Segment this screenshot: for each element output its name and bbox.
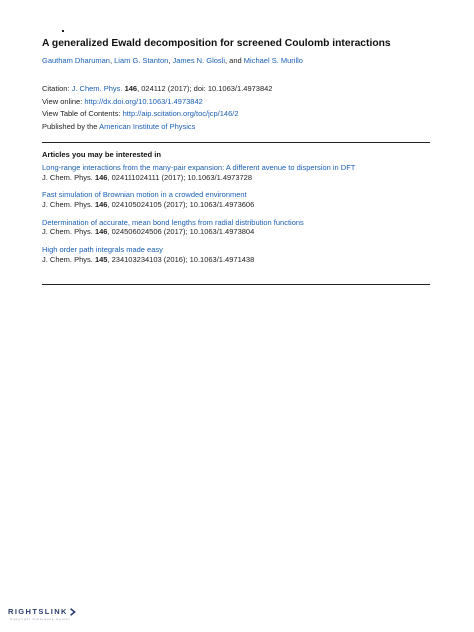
toc-link[interactable]: http://aip.scitation.org/toc/jcp/146/2 [122, 109, 239, 119]
related-articles-heading: Articles you may be interested in [42, 150, 162, 159]
citation-rest: , 024112 (2017); doi: 10.1063/1.4973842 [137, 84, 273, 93]
related-article-citation [42, 227, 442, 237]
citation-rest: , 024506024506 (2017); 10.1063/1.4973804 [107, 227, 255, 237]
journal-link[interactable]: J. Chem. Phys. [71, 84, 123, 93]
toc-line [42, 108, 272, 121]
author-link[interactable]: Liam G. Stanton [114, 56, 169, 65]
divider-bottom [42, 284, 430, 285]
citation-rest: , 024105024105 (2017); 10.1063/1.4973606 [107, 199, 255, 209]
related-article [42, 245, 442, 264]
citation-journal: J. Chem. Phys. [42, 227, 95, 237]
citation-rest: , 024111024111 (2017); 10.1063/1.4973728 [107, 172, 253, 182]
related-article-title-link[interactable]: Determination of accurate, mean bond lengths from radial distribution functions [42, 217, 304, 227]
citation-label: Citation: [42, 84, 72, 93]
citation-rest: , 234103234103 (2016); 10.1063/1.4971438 [107, 254, 255, 264]
rightslink-logo-text: RIGHTSLINK [8, 607, 68, 616]
arrow-icon [69, 608, 77, 616]
publisher-line [42, 121, 272, 134]
related-article-title-link[interactable]: High order path integrals made easy [42, 245, 163, 255]
publisher-link[interactable]: American Institute of Physics [99, 121, 196, 131]
view-online-line [42, 96, 272, 109]
related-article-citation [42, 173, 442, 183]
rightslink-logo [8, 607, 77, 616]
citation-volume: 146 [124, 84, 138, 93]
citation-journal: J. Chem. Phys. [42, 254, 95, 264]
view-online-label: View online: [42, 96, 85, 106]
related-article [42, 163, 442, 182]
citation-volume: 145 [94, 254, 108, 264]
divider-top [42, 142, 430, 143]
related-article-title-link[interactable]: Fast simulation of Brownian motion in a crowded environment [42, 190, 247, 200]
related-article [42, 190, 442, 209]
author-separator: , and [225, 56, 244, 65]
citation-volume: 146 [94, 227, 108, 237]
decorative-dot [62, 30, 64, 32]
related-article-title-link[interactable]: Long-range interactions from the many-pair expansion: A different avenue to dispersion in DFT [42, 163, 356, 172]
rightslink-subtext: Copyright Clearance Center [10, 617, 71, 621]
author-separator: , [109, 56, 115, 65]
article-metadata [42, 83, 272, 133]
citation-journal: J. Chem. Phys. [42, 199, 95, 209]
author-separator: , [168, 56, 173, 65]
publisher-label: Published by the [42, 121, 100, 131]
related-articles-list [42, 163, 442, 273]
citation-volume: 146 [94, 172, 108, 182]
doi-link[interactable]: http://dx.doi.org/10.1063/1.4973842 [84, 96, 203, 106]
citation-volume: 146 [94, 199, 108, 209]
citation-journal: J. Chem. Phys. [42, 172, 95, 182]
author-list [42, 56, 303, 65]
related-article-citation [42, 200, 442, 210]
related-article [42, 218, 442, 237]
author-link[interactable]: Michael S. Murillo [243, 56, 303, 65]
author-link[interactable]: Gautham Dharuman [42, 56, 110, 65]
citation-line [42, 83, 272, 96]
related-article-citation [42, 255, 442, 265]
author-link[interactable]: James N. Glosli [172, 56, 226, 65]
article-title: A generalized Ewald decomposition for screened Coulomb interactions [42, 38, 391, 49]
toc-label: View Table of Contents: [42, 109, 123, 119]
